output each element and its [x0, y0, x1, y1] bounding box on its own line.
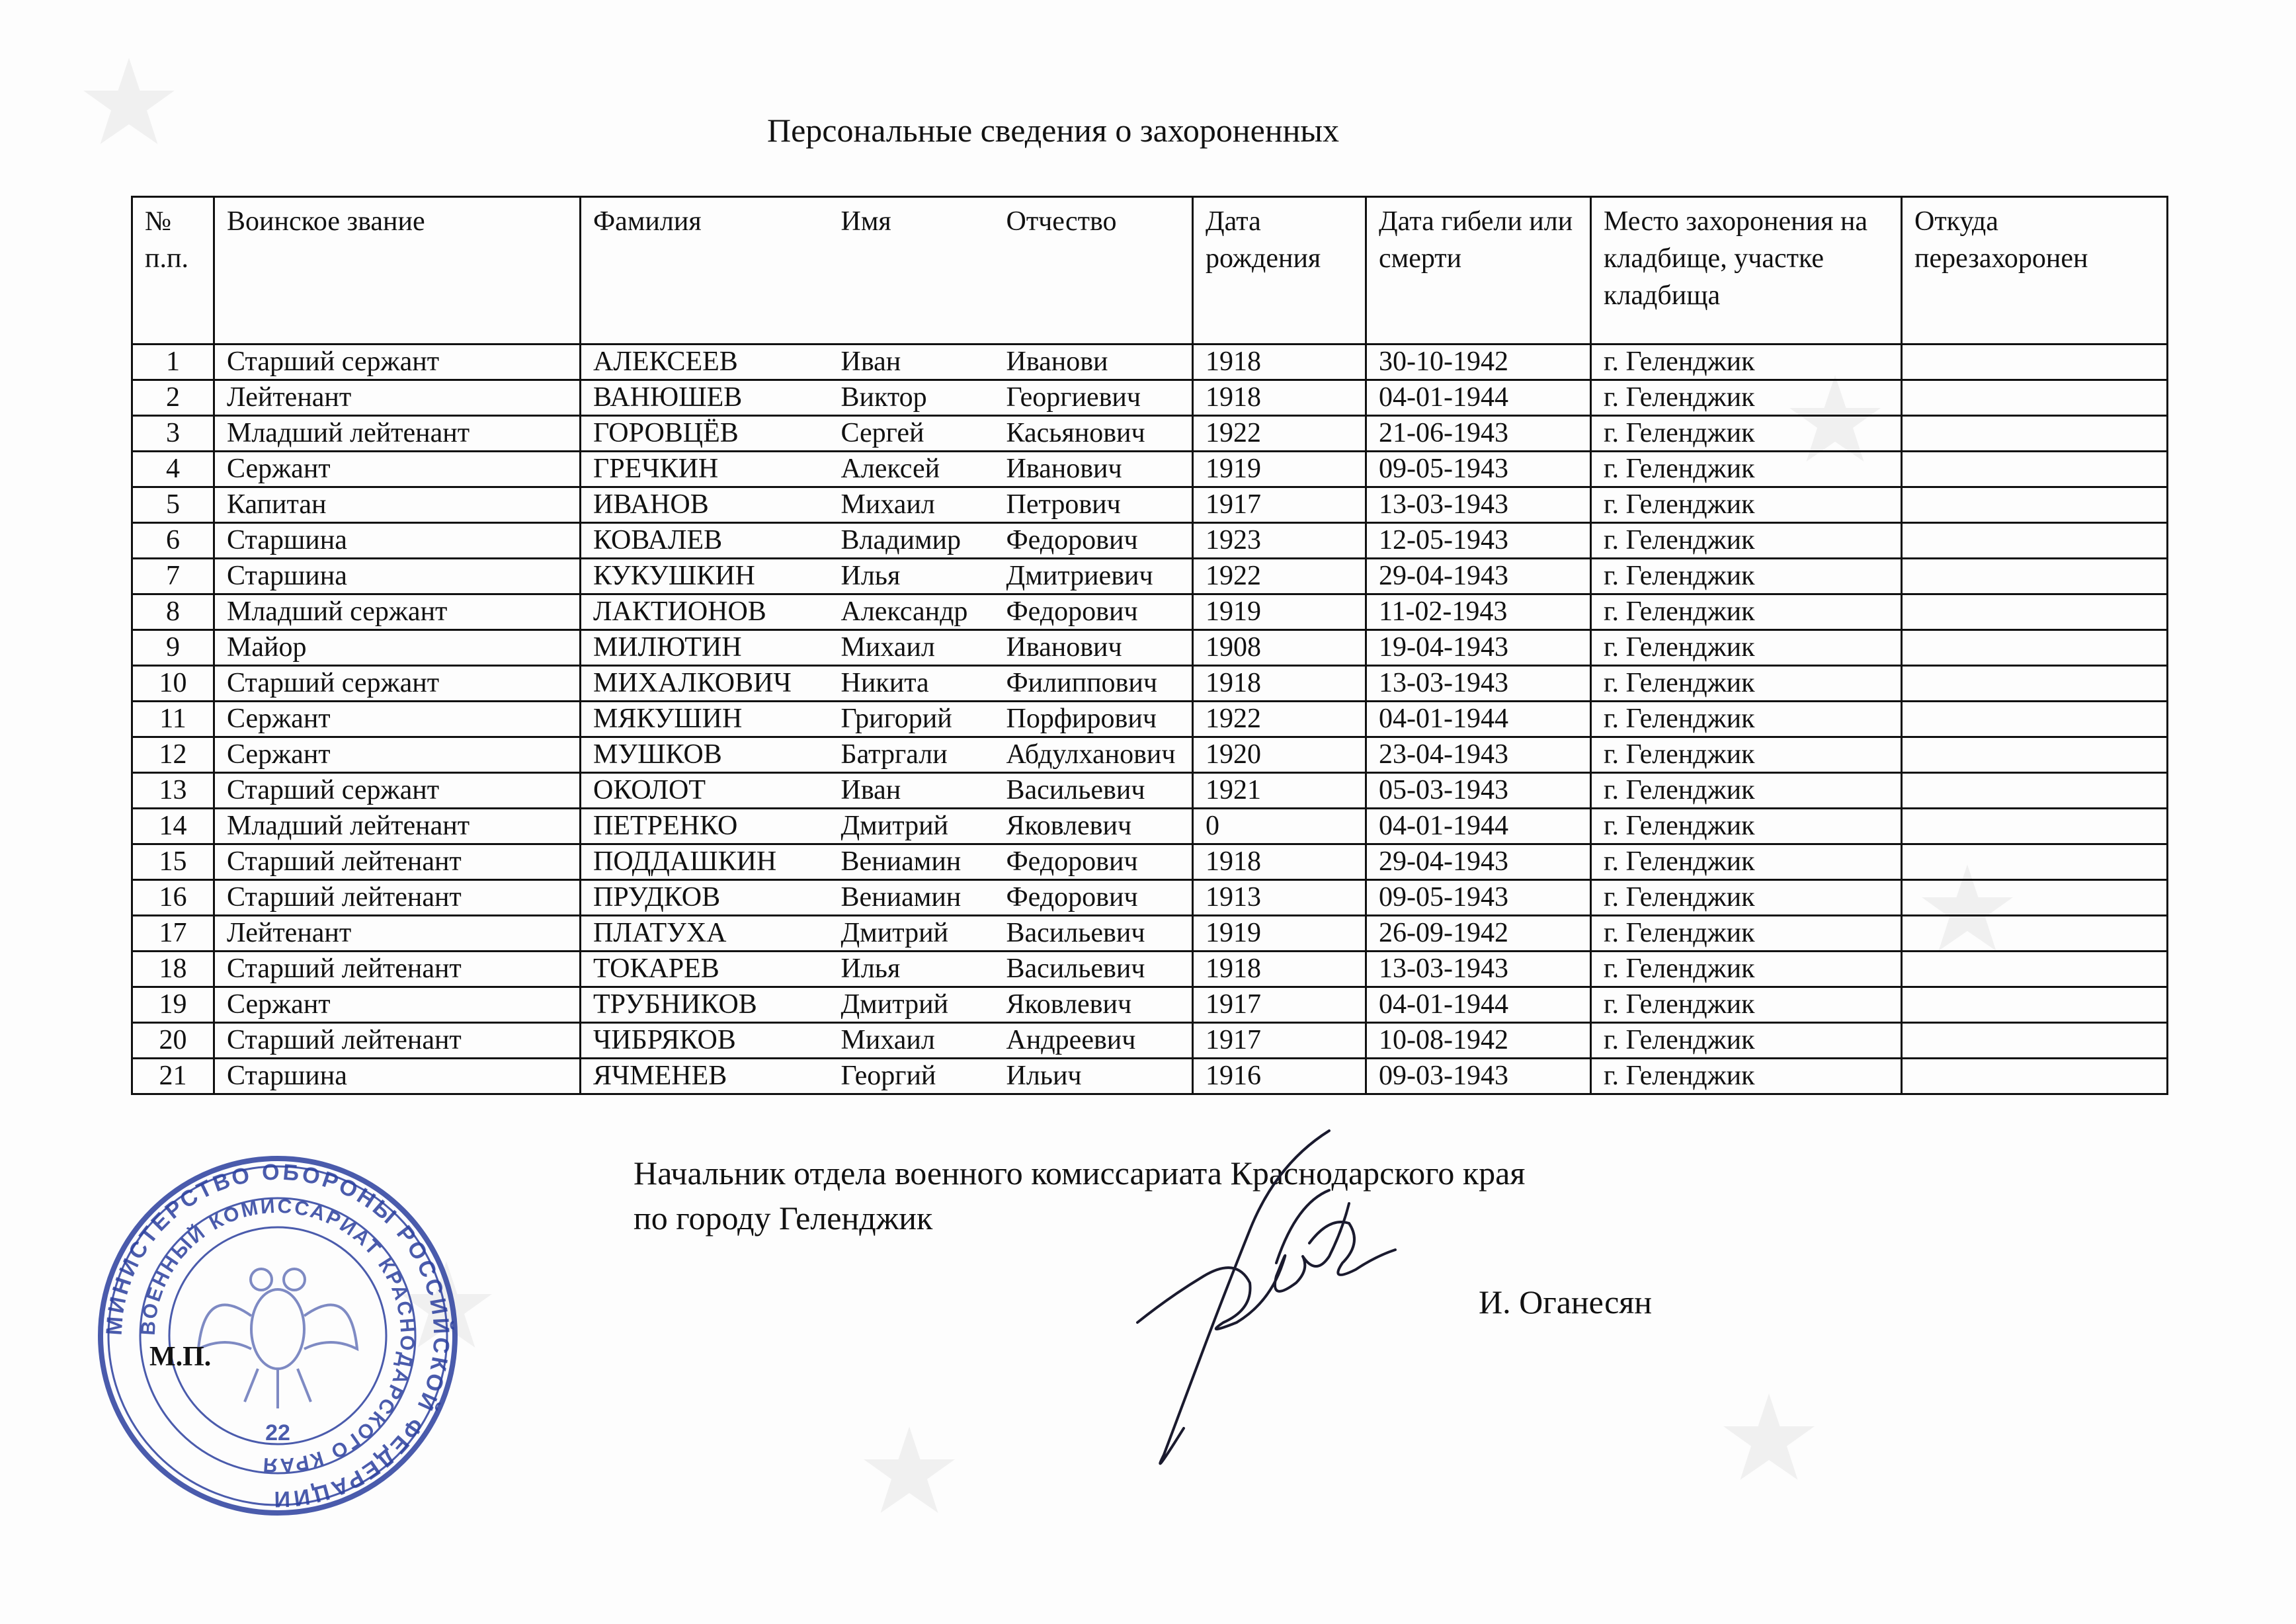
cell-num: 17: [132, 916, 214, 952]
table-row: [132, 1059, 2168, 1094]
cell-num: 8: [132, 594, 214, 630]
cell-rank: Старший сержант: [214, 773, 581, 809]
cell-from: [1902, 452, 2168, 487]
cell-death: 09-05-1943: [1366, 880, 1591, 916]
cell-name: Дмитрий: [829, 987, 995, 1023]
cell-rank: Сержант: [214, 737, 581, 773]
table-row: [132, 1023, 2168, 1059]
cell-place: г. Геленджик: [1591, 773, 1902, 809]
cell-rank: Лейтенант: [214, 916, 581, 952]
cell-name: Михаил: [829, 1023, 995, 1059]
cell-death: 09-03-1943: [1366, 1059, 1591, 1094]
cell-name: Вениамин: [829, 880, 995, 916]
cell-patronymic: Федорович: [995, 523, 1193, 559]
cell-rank: Старший лейтенант: [214, 844, 581, 880]
cell-from: [1902, 416, 2168, 452]
table-row: [132, 630, 2168, 666]
cell-birth: 1920: [1193, 737, 1366, 773]
cell-death: 23-04-1943: [1366, 737, 1591, 773]
table-row: [132, 737, 2168, 773]
cell-from: [1902, 559, 2168, 594]
cell-surname: ВАНЮШЕВ: [581, 380, 829, 416]
cell-surname: ЛАКТИОНОВ: [581, 594, 829, 630]
cell-death: 30-10-1942: [1366, 345, 1591, 380]
cell-num: 18: [132, 952, 214, 987]
cell-birth: 1923: [1193, 523, 1366, 559]
table-row: [132, 523, 2168, 559]
cell-rank: Майор: [214, 630, 581, 666]
cell-rank: Старший лейтенант: [214, 1023, 581, 1059]
cell-num: 2: [132, 380, 214, 416]
cell-name: Георгий: [829, 1059, 995, 1094]
cell-num: 4: [132, 452, 214, 487]
cell-from: [1902, 702, 2168, 737]
cell-num: 6: [132, 523, 214, 559]
cell-name: Михаил: [829, 487, 995, 523]
cell-name: Сергей: [829, 416, 995, 452]
header-from: Откуда перезахоронен: [1902, 197, 2168, 345]
cell-rank: Старший лейтенант: [214, 952, 581, 987]
cell-patronymic: Ильич: [995, 1059, 1193, 1094]
cell-surname: КОВАЛЕВ: [581, 523, 829, 559]
cell-place: г. Геленджик: [1591, 880, 1902, 916]
cell-patronymic: Иванови: [995, 345, 1193, 380]
table-header-row: [132, 197, 2168, 345]
cell-rank: Старший лейтенант: [214, 880, 581, 916]
cell-rank: Старший сержант: [214, 666, 581, 702]
cell-num: 7: [132, 559, 214, 594]
table-row: [132, 416, 2168, 452]
official-stamp: [93, 1151, 463, 1521]
table-row: [132, 844, 2168, 880]
cell-birth: 1919: [1193, 594, 1366, 630]
cell-patronymic: Васильевич: [995, 952, 1193, 987]
cell-from: [1902, 737, 2168, 773]
cell-patronymic: Георгиевич: [995, 380, 1193, 416]
cell-birth: 1916: [1193, 1059, 1366, 1094]
document-title: Персональные сведения о захороненных: [767, 112, 1339, 149]
cell-birth: 1919: [1193, 452, 1366, 487]
cell-surname: МИХАЛКОВИЧ: [581, 666, 829, 702]
cell-name: Батргали: [829, 737, 995, 773]
cell-death: 05-03-1943: [1366, 773, 1591, 809]
cell-rank: Младший сержант: [214, 594, 581, 630]
cell-death: 19-04-1943: [1366, 630, 1591, 666]
cell-birth: 1918: [1193, 666, 1366, 702]
cell-place: г. Геленджик: [1591, 666, 1902, 702]
cell-place: г. Геленджик: [1591, 702, 1902, 737]
table-row: [132, 666, 2168, 702]
cell-place: г. Геленджик: [1591, 523, 1902, 559]
cell-surname: ЯЧМЕНЕВ: [581, 1059, 829, 1094]
cell-num: 3: [132, 416, 214, 452]
header-death: Дата гибели или смерти: [1366, 197, 1591, 345]
table-row: [132, 987, 2168, 1023]
cell-surname: ПОДДАШКИН: [581, 844, 829, 880]
cell-surname: ТРУБНИКОВ: [581, 987, 829, 1023]
cell-surname: ГОРОВЦЁВ: [581, 416, 829, 452]
cell-patronymic: Андреевич: [995, 1023, 1193, 1059]
cell-num: 21: [132, 1059, 214, 1094]
cell-place: г. Геленджик: [1591, 559, 1902, 594]
position-line-1: Начальник отдела военного комиссариата Краснодарского края: [634, 1155, 1526, 1192]
header-patronymic: Отчество: [995, 197, 1193, 345]
cell-patronymic: Федорович: [995, 844, 1193, 880]
cell-patronymic: Васильевич: [995, 916, 1193, 952]
cell-rank: Старший сержант: [214, 345, 581, 380]
cell-name: Никита: [829, 666, 995, 702]
cell-birth: 1918: [1193, 952, 1366, 987]
header-surname: Фамилия: [581, 197, 829, 345]
cell-from: [1902, 666, 2168, 702]
cell-patronymic: Федорович: [995, 594, 1193, 630]
cell-from: [1902, 952, 2168, 987]
cell-patronymic: Абдулханович: [995, 737, 1193, 773]
table-row: [132, 487, 2168, 523]
cell-birth: 1922: [1193, 416, 1366, 452]
cell-rank: Старшина: [214, 523, 581, 559]
cell-rank: Младший лейтенант: [214, 416, 581, 452]
cell-birth: 1921: [1193, 773, 1366, 809]
handwritten-signature: [1111, 1124, 1415, 1468]
watermark-star-icon: [1719, 1389, 1819, 1488]
table-row: [132, 916, 2168, 952]
cell-death: 13-03-1943: [1366, 952, 1591, 987]
cell-name: Илья: [829, 952, 995, 987]
cell-place: г. Геленджик: [1591, 416, 1902, 452]
cell-rank: Капитан: [214, 487, 581, 523]
cell-death: 13-03-1943: [1366, 487, 1591, 523]
cell-death: 21-06-1943: [1366, 416, 1591, 452]
table-row: [132, 702, 2168, 737]
cell-death: 10-08-1942: [1366, 1023, 1591, 1059]
table-row: [132, 880, 2168, 916]
cell-patronymic: Федорович: [995, 880, 1193, 916]
cell-death: 09-05-1943: [1366, 452, 1591, 487]
cell-place: г. Геленджик: [1591, 952, 1902, 987]
cell-num: 14: [132, 809, 214, 844]
cell-patronymic: Порфирович: [995, 702, 1193, 737]
cell-rank: Сержант: [214, 702, 581, 737]
cell-name: Виктор: [829, 380, 995, 416]
table-body: [132, 345, 2168, 1094]
cell-birth: 1918: [1193, 345, 1366, 380]
cell-num: 5: [132, 487, 214, 523]
cell-from: [1902, 1023, 2168, 1059]
cell-from: [1902, 630, 2168, 666]
cell-birth: 1913: [1193, 880, 1366, 916]
cell-place: г. Геленджик: [1591, 1023, 1902, 1059]
cell-num: 20: [132, 1023, 214, 1059]
cell-surname: АЛЕКСЕЕВ: [581, 345, 829, 380]
cell-death: 13-03-1943: [1366, 666, 1591, 702]
cell-place: г. Геленджик: [1591, 844, 1902, 880]
cell-surname: ТОКАРЕВ: [581, 952, 829, 987]
cell-patronymic: Иванович: [995, 452, 1193, 487]
cell-from: [1902, 916, 2168, 952]
signer-name: И. Оганесян: [1479, 1283, 1653, 1320]
cell-birth: 1922: [1193, 559, 1366, 594]
stamp-number: 22: [265, 1420, 290, 1445]
cell-surname: ГРЕЧКИН: [581, 452, 829, 487]
eagle-emblem-icon: [198, 1269, 357, 1408]
cell-num: 16: [132, 880, 214, 916]
table-row: [132, 952, 2168, 987]
cell-rank: Старшина: [214, 1059, 581, 1094]
cell-name: Александр: [829, 594, 995, 630]
cell-num: 19: [132, 987, 214, 1023]
cell-name: Дмитрий: [829, 809, 995, 844]
cell-patronymic: Иванович: [995, 630, 1193, 666]
cell-place: г. Геленджик: [1591, 987, 1902, 1023]
cell-num: 10: [132, 666, 214, 702]
cell-from: [1902, 523, 2168, 559]
cell-num: 12: [132, 737, 214, 773]
cell-rank: Младший лейтенант: [214, 809, 581, 844]
cell-rank: Сержант: [214, 987, 581, 1023]
cell-from: [1902, 809, 2168, 844]
cell-num: 9: [132, 630, 214, 666]
cell-death: 12-05-1943: [1366, 523, 1591, 559]
cell-death: 04-01-1944: [1366, 987, 1591, 1023]
cell-death: 29-04-1943: [1366, 559, 1591, 594]
cell-surname: КУКУШКИН: [581, 559, 829, 594]
cell-from: [1902, 380, 2168, 416]
cell-death: 04-01-1944: [1366, 809, 1591, 844]
cell-birth: 0: [1193, 809, 1366, 844]
cell-birth: 1919: [1193, 916, 1366, 952]
cell-from: [1902, 880, 2168, 916]
header-birth: Дата рождения: [1193, 197, 1366, 345]
cell-name: Вениамин: [829, 844, 995, 880]
stamp-place-label: М.П.: [149, 1342, 212, 1372]
header-num: № п.п.: [132, 197, 214, 345]
cell-death: 04-01-1944: [1366, 380, 1591, 416]
table-row: [132, 773, 2168, 809]
cell-from: [1902, 773, 2168, 809]
cell-place: г. Геленджик: [1591, 380, 1902, 416]
cell-death: 29-04-1943: [1366, 844, 1591, 880]
cell-from: [1902, 987, 2168, 1023]
cell-birth: 1918: [1193, 844, 1366, 880]
cell-place: г. Геленджик: [1591, 487, 1902, 523]
cell-death: 04-01-1944: [1366, 702, 1591, 737]
table-row: [132, 345, 2168, 380]
cell-birth: 1918: [1193, 380, 1366, 416]
cell-surname: МИЛЮТИН: [581, 630, 829, 666]
header-place: Место захоронения на кладбище, участке кладбища: [1591, 197, 1902, 345]
cell-patronymic: Яковлевич: [995, 987, 1193, 1023]
cell-from: [1902, 345, 2168, 380]
cell-place: г. Геленджик: [1591, 345, 1902, 380]
cell-num: 15: [132, 844, 214, 880]
cell-birth: 1917: [1193, 987, 1366, 1023]
cell-name: Григорий: [829, 702, 995, 737]
table-row: [132, 594, 2168, 630]
cell-surname: ИВАНОВ: [581, 487, 829, 523]
cell-birth: 1922: [1193, 702, 1366, 737]
cell-birth: 1908: [1193, 630, 1366, 666]
cell-name: Илья: [829, 559, 995, 594]
cell-birth: 1917: [1193, 1023, 1366, 1059]
cell-num: 11: [132, 702, 214, 737]
burial-table: [131, 196, 2168, 1095]
cell-patronymic: Филиппович: [995, 666, 1193, 702]
cell-surname: ПРУДКОВ: [581, 880, 829, 916]
cell-from: [1902, 1059, 2168, 1094]
cell-surname: МУШКОВ: [581, 737, 829, 773]
cell-num: 13: [132, 773, 214, 809]
header-rank: Воинское звание: [214, 197, 581, 345]
table-row: [132, 380, 2168, 416]
cell-death: 11-02-1943: [1366, 594, 1591, 630]
cell-surname: ЧИБРЯКОВ: [581, 1023, 829, 1059]
cell-place: г. Геленджик: [1591, 1059, 1902, 1094]
header-name: Имя: [829, 197, 995, 345]
table-row: [132, 452, 2168, 487]
position-line-2: по городу Геленджик: [634, 1199, 933, 1237]
cell-birth: 1917: [1193, 487, 1366, 523]
cell-num: 1: [132, 345, 214, 380]
cell-patronymic: Васильевич: [995, 773, 1193, 809]
cell-rank: Лейтенант: [214, 380, 581, 416]
cell-place: г. Геленджик: [1591, 916, 1902, 952]
cell-name: Иван: [829, 345, 995, 380]
stamp-outer-text: МИНИСТЕРСТВО ОБОРОНЫ РОССИЙСКОЙ ФЕДЕРАЦИИ: [101, 1159, 454, 1512]
cell-rank: Сержант: [214, 452, 581, 487]
cell-surname: ПЕТРЕНКО: [581, 809, 829, 844]
cell-place: г. Геленджик: [1591, 594, 1902, 630]
cell-name: Дмитрий: [829, 916, 995, 952]
cell-place: г. Геленджик: [1591, 630, 1902, 666]
cell-name: Алексей: [829, 452, 995, 487]
stamp-inner-text: ВОЕННЫЙ КОМИССАРИАТ КРАСНОДАРСКОГО КРАЯ: [137, 1195, 419, 1477]
cell-patronymic: Касьянович: [995, 416, 1193, 452]
cell-place: г. Геленджик: [1591, 452, 1902, 487]
cell-from: [1902, 487, 2168, 523]
cell-surname: МЯКУШИН: [581, 702, 829, 737]
cell-patronymic: Яковлевич: [995, 809, 1193, 844]
cell-place: г. Геленджик: [1591, 809, 1902, 844]
watermark-star-icon: [860, 1422, 959, 1521]
cell-rank: Старшина: [214, 559, 581, 594]
cell-death: 26-09-1942: [1366, 916, 1591, 952]
table-row: [132, 809, 2168, 844]
watermark-star-icon: [79, 53, 179, 152]
cell-surname: ПЛАТУХА: [581, 916, 829, 952]
cell-place: г. Геленджик: [1591, 737, 1902, 773]
cell-from: [1902, 844, 2168, 880]
cell-name: Владимир: [829, 523, 995, 559]
cell-name: Михаил: [829, 630, 995, 666]
cell-surname: ОКОЛОТ: [581, 773, 829, 809]
cell-patronymic: Петрович: [995, 487, 1193, 523]
cell-from: [1902, 594, 2168, 630]
cell-name: Иван: [829, 773, 995, 809]
cell-patronymic: Дмитриевич: [995, 559, 1193, 594]
table-row: [132, 559, 2168, 594]
